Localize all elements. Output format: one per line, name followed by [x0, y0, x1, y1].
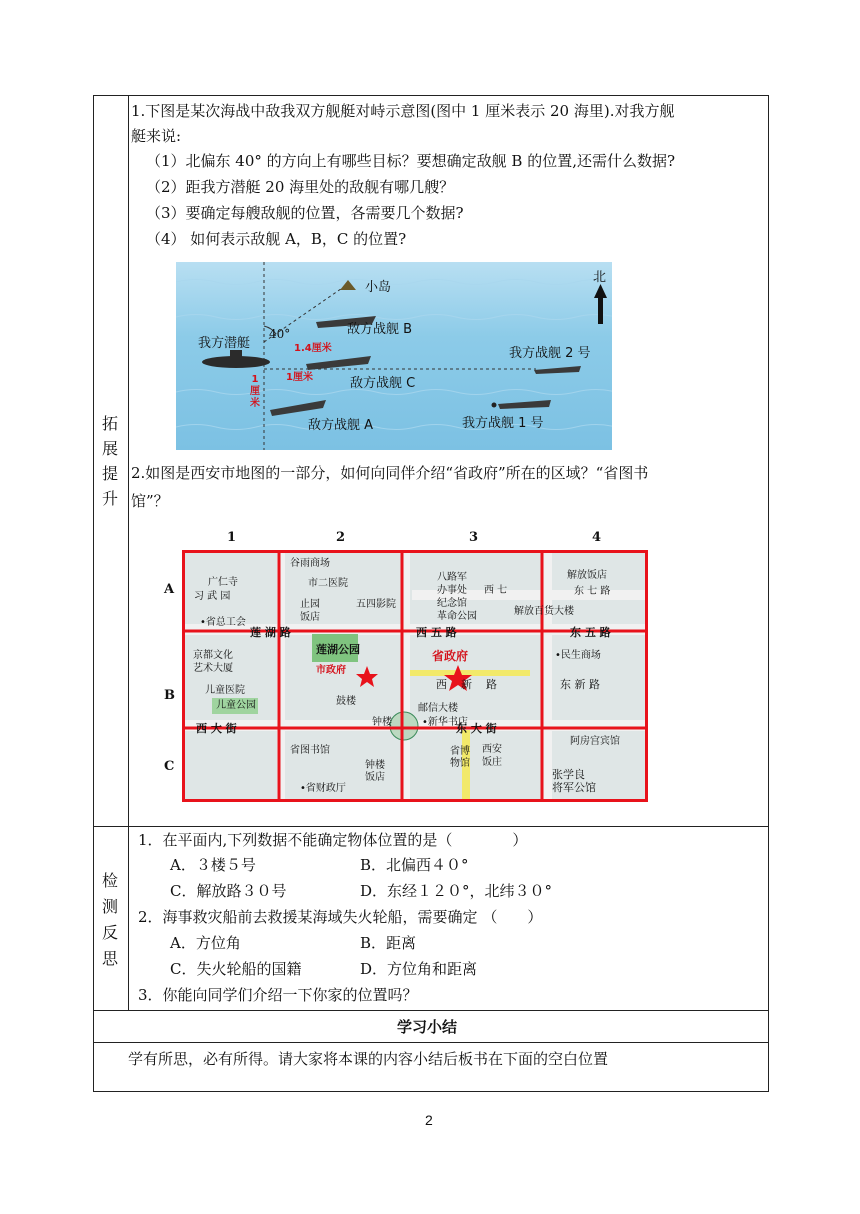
label-dongxin: 东 新 路 — [560, 678, 600, 691]
city-gov-star-icon — [356, 666, 378, 687]
label-zhonglou: 钟楼 — [372, 717, 392, 728]
label-shengzong: •省总工会 — [200, 617, 246, 628]
check-q1-opt-c: C．解放路３０号 — [170, 882, 287, 900]
label-geming: 革命公园 — [437, 611, 477, 622]
side-char: 拓 — [101, 414, 118, 433]
label-xinhua: •新华书店 — [422, 717, 468, 728]
label-jiefang-bh: 解放百货大楼 — [514, 606, 574, 617]
label-jinian: 纪念馆 — [437, 598, 467, 609]
north-arrow-icon — [594, 284, 607, 324]
label-dongqi: 东 七 路 — [574, 586, 611, 597]
q2-line2: 馆”？ — [131, 492, 169, 510]
check-q1-opt-d: D．东经１２０°，北纬３０° — [360, 882, 553, 900]
distance-b-label: 1.4厘米 — [294, 343, 332, 354]
map-row-a: A — [164, 582, 175, 597]
label-dong-dajie: 东 大 街 — [456, 722, 497, 735]
label-dongwu: 东 五 路 — [570, 626, 611, 639]
vertical-scale-label: 1 厘 米 — [250, 374, 260, 409]
xian-city-map — [160, 528, 650, 806]
label-banshi: 办事处 — [437, 585, 467, 596]
map-col-3: 3 — [469, 530, 479, 545]
map-col-1: 1 — [227, 530, 237, 545]
label-xiqi: 西 七 — [484, 585, 508, 596]
enemy-a-label: 敌方战舰 A — [308, 418, 374, 433]
our-submarine-label: 我方潜艇 — [198, 336, 251, 351]
map-col-4: 4 — [592, 530, 602, 545]
label-yishu: 艺术大厦 — [193, 663, 233, 674]
side-char: 提 — [101, 464, 118, 483]
check-q1-opt-b: B．北偏西４０° — [360, 856, 469, 874]
enemy-c-label: 敌方战舰 C — [350, 376, 416, 391]
island-label: 小岛 — [365, 280, 392, 295]
label-lian-hu-lu: 莲 湖 路 — [250, 626, 291, 639]
label-gulou: 鼓楼 — [336, 696, 356, 707]
label-shengzhengfu: 省政府 — [432, 649, 469, 663]
q1-item-2: （2）距我方潜艇 20 海里处的敌舰有哪几艘？ — [146, 178, 455, 196]
enemy-b-label: 敌方战舰 B — [347, 322, 413, 337]
q2-line1: 2.如图是西安市地图的一部分，如何向同伴介绍“省政府”所在的区域？“省图书 — [131, 464, 649, 482]
label-shizhengfu: 市政府 — [316, 665, 346, 676]
our-ship-1-icon — [492, 400, 552, 409]
label-zhonglou-fd: 钟楼 — [365, 760, 385, 771]
submarine-icon — [202, 350, 270, 368]
our-ship-2-label: 我方战舰 2 号 — [509, 346, 591, 361]
check-q2-opt-c: C．失火轮船的国籍 — [170, 960, 302, 978]
check-q1-opt-a: A．３楼５号 — [170, 856, 256, 874]
check-q2-opt-d: D．方位角和距离 — [360, 960, 478, 978]
side-char: 反 — [101, 923, 118, 942]
sea-battle-figure — [176, 262, 612, 450]
our-ship-2-icon — [534, 366, 581, 374]
label-minsheng: •民生商场 — [555, 650, 601, 661]
map-row-c: C — [164, 759, 175, 774]
check-q1: 1．在平面内,下列数据不能确定物体位置的是（ ） — [138, 831, 528, 849]
summary-body: 学有所思，必有所得。请大家将本课的内容小结后板书在下面的空白位置 — [128, 1050, 609, 1068]
label-shierqu: 市二医院 — [308, 578, 348, 589]
enemy-ship-c-icon — [306, 356, 371, 370]
side-char: 展 — [101, 439, 118, 458]
page-number: 2 — [425, 1112, 433, 1128]
label-fandian: 饭店 — [300, 612, 320, 623]
q1-item-1: （1）北偏东 40° 的方向上有哪些目标？要想确定敌舰 B 的位置,还需什么数据? — [146, 152, 676, 170]
angle-label: 40° — [269, 327, 291, 341]
label-ertong-gy: 儿童公园 — [216, 700, 256, 711]
label-jingdu: 京都文化 — [193, 650, 233, 661]
label-xiwu-road: 西 五 路 — [416, 626, 457, 639]
check-q2-opt-a: A．方位角 — [170, 934, 241, 952]
q1-intro-line1: 1.下图是某次海战中敌我双方舰艇对峙示意图(图中 1 厘米表示 20 海里).对我方舰 — [131, 102, 675, 120]
our-ship-1-label: 我方战舰 1 号 — [462, 416, 544, 431]
side-char: 升 — [101, 489, 118, 508]
label-xi-xin-lu: 西 新 路 — [436, 678, 497, 691]
label-wusi: 五四影院 — [356, 599, 396, 610]
north-label: 北 — [593, 270, 607, 285]
label-shengcai: •省财政厅 — [300, 783, 346, 794]
q1-intro-line2: 艇来说: — [131, 127, 182, 145]
side-char: 检 — [101, 871, 118, 890]
label-baluo: 八路军 — [437, 572, 467, 583]
island-icon — [340, 280, 356, 290]
label-zhang: 张学良 — [552, 768, 585, 781]
label-ertong-yy: 儿童医院 — [205, 685, 245, 696]
side-char: 测 — [101, 897, 118, 916]
label-xian-fd2: 饭庄 — [482, 757, 502, 768]
label-lianhu: 莲湖公园 — [316, 643, 360, 656]
label-guyu: 谷雨商场 — [290, 558, 330, 569]
label-a-fang: 阿房宫宾馆 — [570, 736, 620, 747]
label-zhiyuan: 止园 — [300, 599, 320, 610]
label-shengbo: 省博 物馆 — [450, 746, 470, 769]
check-q2: 2．海事救灾船前去救援某海域失火轮船，需要确定 （ ） — [138, 908, 543, 926]
q1-item-3: （3）要确定每艘敌舰的位置，各需要几个数据? — [146, 204, 464, 222]
label-xian-fd: 西安 — [482, 744, 502, 755]
summary-title: 学习小结 — [397, 1018, 458, 1036]
label-shengtu: 省图书馆 — [290, 745, 330, 756]
q1-item-4: （4） 如何表示敌舰 A，B，C 的位置? — [146, 230, 407, 248]
check-q2-opt-b: B．距离 — [360, 934, 417, 952]
label-xi-dajie: 西 大 街 — [196, 722, 237, 735]
check-q3: 3．你能向同学们介绍一下你家的位置吗？ — [138, 986, 418, 1004]
label-jiefang-fd: 解放饭店 — [567, 570, 607, 581]
label-jiangjun: 将军公馆 — [552, 781, 596, 794]
label-xiwu: 习 武 园 — [194, 591, 231, 602]
distance-c-label: 1厘米 — [286, 372, 313, 383]
map-col-2: 2 — [336, 530, 346, 545]
map-row-b: B — [164, 688, 175, 703]
label-zhonglou-fd2: 饭店 — [365, 772, 385, 783]
label-guangren: 广仁寺 — [208, 577, 238, 588]
label-youdian: 邮信大楼 — [418, 703, 458, 714]
side-char: 思 — [101, 949, 118, 968]
